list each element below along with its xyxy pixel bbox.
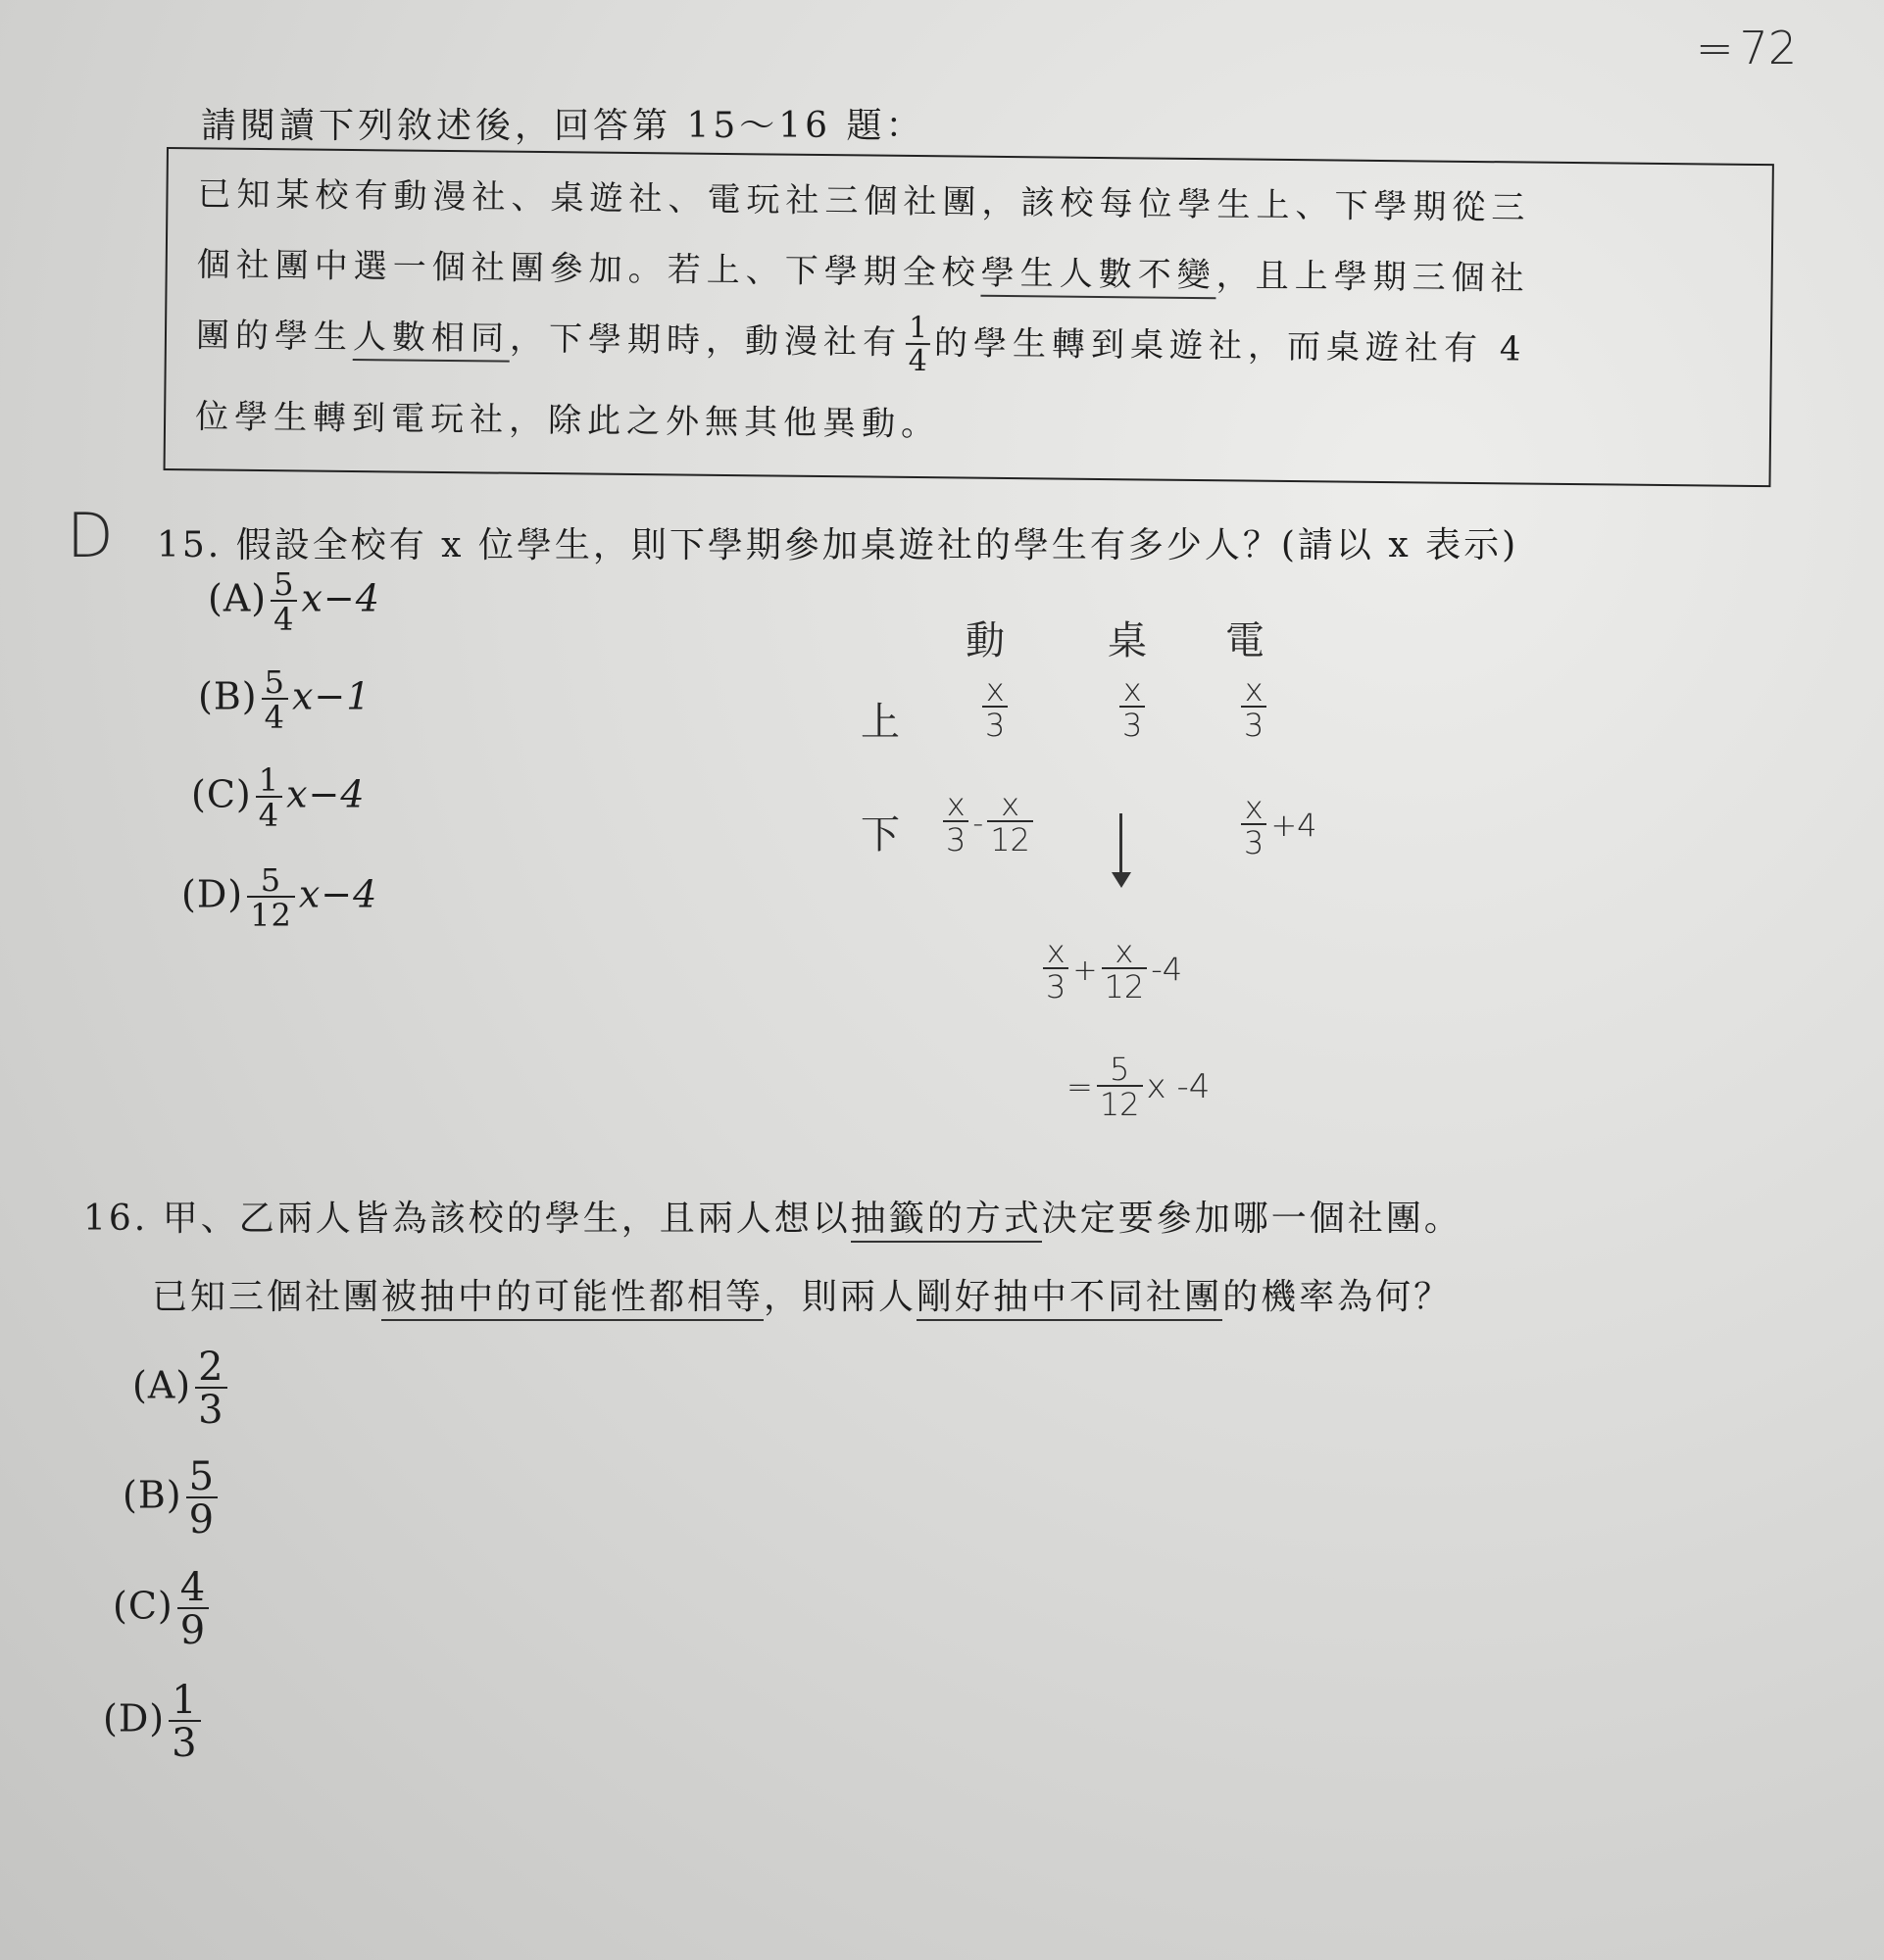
q16-choice-a: (A) $\frac{2}{3}$ [132, 1348, 231, 1430]
down-arrow [1112, 813, 1131, 888]
passage-line-4: 位學生轉到電玩社，除此之外無其他異動。 [194, 397, 941, 445]
q15-choice-a: (A) $\frac{5}{4}$ x−4 [208, 565, 380, 638]
passage-line-1: 已知某校有動漫社、桌遊社、電玩社三個社團，該校每位學生上、下學期從三 [197, 174, 1531, 228]
underlined-phrase: 人數相同 [353, 318, 510, 363]
passage-line-2: 個社團中選一個社團參加。若上、下學期全校學生人數不變，且上學期三個社 [196, 245, 1530, 299]
col-header-videogame: 電 [1225, 618, 1264, 663]
instruction-text: 請閱讀下列敘述後，回答第 15～16 題： [201, 106, 925, 146]
row-label-first-term: 上 [861, 700, 900, 745]
fraction: $\frac{1}{3}$ [169, 1681, 200, 1763]
col-header-anime: 動 [966, 618, 1005, 663]
question-15-stem: 15. 假設全校有 x 位學生，則下學期參加桌遊社的學生有多少人？(請以 x 表示) [157, 525, 1519, 565]
fraction: $\frac{2}{3}$ [195, 1348, 226, 1430]
underlined-phrase: 抽籤的方式 [851, 1199, 1042, 1243]
q15-choice-c: (C) $\frac{1}{4}$ x−4 [191, 761, 366, 834]
row-label-second-term: 下 [861, 812, 900, 858]
fraction: $\frac{1}{4}$ [906, 314, 931, 376]
underlined-phrase: 剛好抽中不同社團 [917, 1277, 1222, 1321]
q16-choice-b: (B) $\frac{5}{9}$ [123, 1457, 222, 1540]
q15-choice-d: (D) $\frac{5}{12}$ x−4 [181, 861, 378, 934]
fraction: $\frac{5}{9}$ [186, 1457, 218, 1540]
q16-choice-c: (C) $\frac{4}{9}$ [113, 1568, 213, 1650]
expression: $\frac{x}{3}$ +4 [1237, 792, 1317, 858]
fraction: $\frac{5}{4}$ [271, 568, 297, 635]
fraction: $\frac{5}{12}$ [247, 864, 295, 931]
underlined-phrase: 學生人數不變 [980, 254, 1215, 300]
fraction: $\frac{5}{4}$ [262, 666, 288, 733]
passage-line-3: 團的學生人數相同，下學期時，動漫社有 $\frac{1}{4}$ 的學生轉到桌遊社，而桌遊社有 4 [195, 310, 1527, 379]
question-16-stem-line-1: 16. 甲、乙兩人皆為該校的學生，且兩人想以抽籤的方式決定要參加哪一個社團。 [83, 1191, 1463, 1241]
fraction: $\frac{x}{3}$ [1116, 674, 1149, 741]
underlined-phrase: 被抽中的可能性都相等 [381, 1277, 764, 1321]
fraction: $\frac{1}{4}$ [256, 764, 282, 831]
q16-choice-d: (D) $\frac{1}{3}$ [103, 1681, 205, 1763]
expression: $\frac{x}{3}$ - $\frac{x}{12}$ [939, 789, 1037, 856]
fraction: $\frac{x}{3}$ [978, 674, 1012, 741]
expression: $\frac{x}{3}$ + $\frac{x}{12}$ -4 [1039, 936, 1182, 1003]
question-16-stem-line-2: 已知三個社團被抽中的可能性都相等，則兩人剛好抽中不同社團的機率為何？ [152, 1269, 1452, 1319]
answer-mark-handwritten: D [67, 500, 114, 571]
fraction: $\frac{4}{9}$ [177, 1568, 209, 1650]
fraction: $\frac{x}{3}$ [1237, 674, 1270, 741]
col-header-boardgame: 桌 [1108, 618, 1147, 663]
passage-box [164, 147, 1774, 487]
expression-result: = $\frac{5}{12}$ x -4 [1066, 1051, 1211, 1123]
page-number-handwritten: = 72 [1696, 22, 1798, 74]
q15-choice-b: (B) $\frac{5}{4}$ x−1 [198, 663, 372, 736]
